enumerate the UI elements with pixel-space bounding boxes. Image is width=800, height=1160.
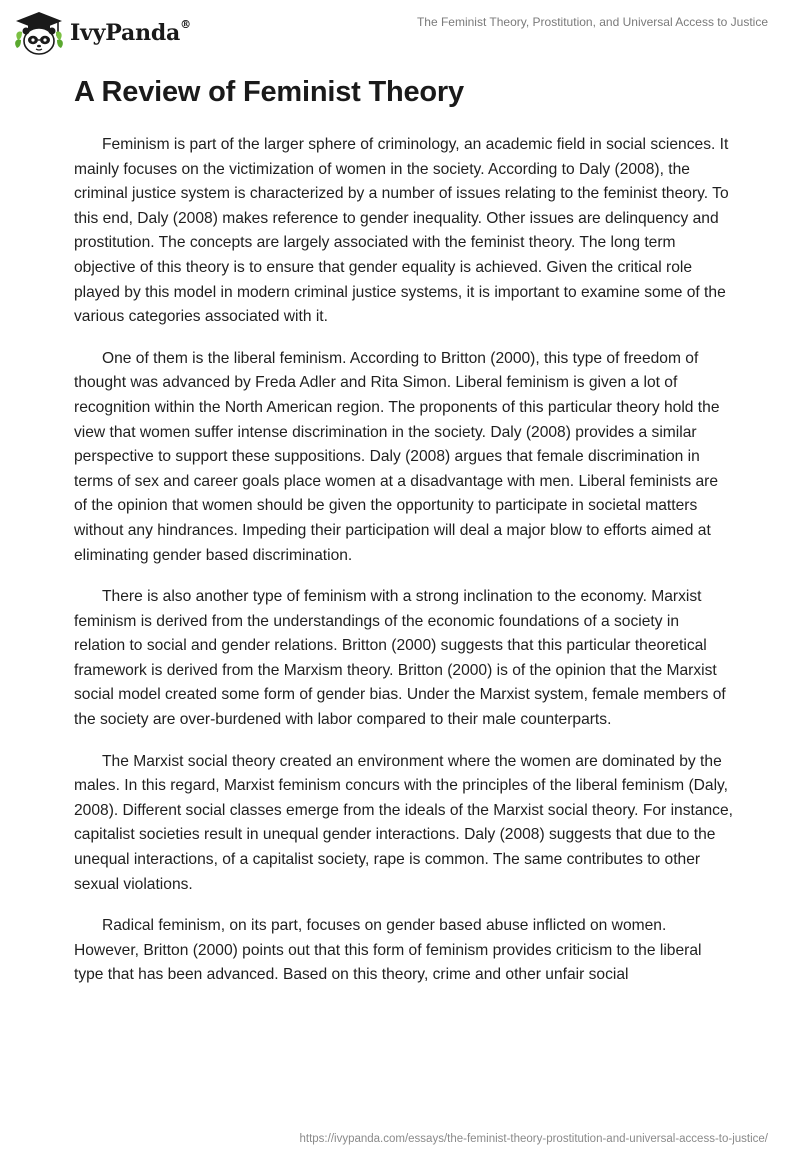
registered-mark: ® bbox=[180, 18, 191, 31]
brand-name bbox=[70, 20, 191, 46]
ivypanda-logo[interactable] bbox=[14, 10, 191, 56]
paragraph-5: Radical feminism, on its part, focuses on gender based abuse inflicted on women. However, Britton (2000) points out that this form of feminism provides criticism to the liberal type that has been advanced. Based on this theory, crime and other unfair social bbox=[74, 917, 702, 984]
page-header bbox=[0, 0, 800, 70]
panda-graduate-icon bbox=[14, 10, 64, 56]
paragraph-3: There is also another type of feminism with a strong inclination to the economy. Marxist feminism is derived from the understandings of the economic foundations of a society in relation to social and gender relations. Britton (2000) suggests that this particular theoretical framework is derived from the Marxism theory. Britton (2000) is of the opinion that the Marxist social model created some form of gender bias. Under the Marxist system, female members of the society are over-burdened with labor compared to their male counterparts. bbox=[74, 588, 726, 729]
article-title: A Review of Feminist Theory bbox=[74, 76, 464, 108]
paragraph-2: One of them is the liberal feminism. According to Britton (2000), this type of freedom of thought was advanced by Freda Adler and Rita Simon. Liberal feminism is given a lot of recognition within the North American region. The proponents of this particular theory hold the view that women suffer intense discrimination in the society. Daly (2008) provides a similar perspective to support these suppositions. Daly (2008) argues that female discrimination in terms of sex and career goals place women at a disadvantage with men. Liberal feminists are of the opinion that women should be given the opportunity to participate in societal matters without any hindrances. Impeding their participation will deal a major blow to efforts aimed at eliminating gender based discrimination. bbox=[74, 349, 720, 564]
paragraph-4: The Marxist social theory created an environment where the women are dominated by the males. In this regard, Marxist feminism concurs with the principles of the liberal feminism (Daly, 2008). Different social classes emerge from the ideals of the Marxist social theory. For instance, capitalist societies result in unequal gender interactions. Daly (2008) suggests that due to the unequal interactions, of a capitalist society, rape is common. The same contributes to other sexual violations. bbox=[74, 752, 733, 893]
document-running-title: The Feminist Theory, Prostitution, and Universal Access to Justice bbox=[416, 15, 768, 29]
source-url[interactable]: https://ivypanda.com/essays/the-feminist-theory-prostitution-and-universal-access-to-justice/ bbox=[299, 1133, 768, 1145]
paragraph-1: Feminism is part of the larger sphere of criminology, an academic field in social sciences. It mainly focuses on the victimization of women in the society. According to Daly (2008), the criminal justice system is characterized by a number of issues relating to the feminist theory. To this end, Daly (2008) makes reference to gender inequality. Other issues are delinquency and prostitution. The concepts are largely associated with the feminist theory. The long term objective of this theory is to ensure that gender equality is achieved. Given the critical role played by this model in modern criminal justice systems, it is important to examine some of the various categories associated with it. bbox=[74, 136, 729, 326]
brand-wordmark: IvyPanda bbox=[70, 20, 181, 46]
article-body bbox=[74, 133, 734, 1005]
